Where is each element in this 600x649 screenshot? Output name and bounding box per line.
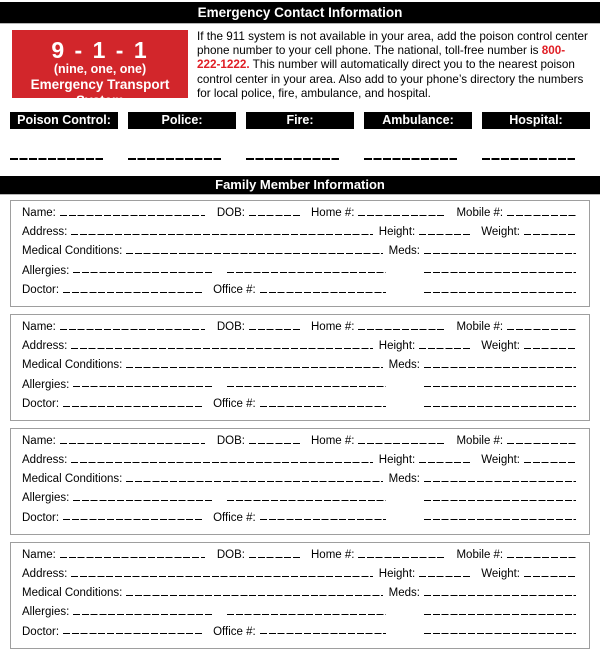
meds-continuation-line-2	[424, 624, 576, 635]
meds-continuation-line-2	[424, 396, 576, 407]
name-blank-line	[60, 433, 205, 444]
member-row-medical	[22, 585, 576, 604]
weight-blank-line	[524, 452, 576, 463]
meds-label: Meds:	[388, 473, 420, 486]
meds-blank-line	[424, 585, 576, 596]
allergies-blank-line	[73, 263, 213, 274]
name-label: Name:	[22, 434, 56, 447]
member-row-medical	[22, 357, 576, 376]
height-blank-line	[419, 452, 471, 463]
weight-label: Weight:	[481, 454, 520, 467]
home-phone-blank-line	[358, 547, 444, 558]
allergies-label: Allergies:	[22, 378, 70, 391]
member-row-address	[22, 338, 576, 357]
911-subtitle: Emergency Transport System	[30, 77, 170, 108]
dob-blank-line	[249, 319, 301, 330]
ambulance-label: Ambulance:	[364, 112, 472, 129]
911-pronunciation: (nine, one, one)	[53, 62, 147, 76]
meds-blank-line	[424, 471, 576, 482]
poison-control-paragraph	[197, 30, 588, 101]
allergies-label: Allergies:	[22, 264, 70, 277]
mobile-phone-label: Mobile #:	[456, 434, 504, 447]
office-phone-blank-line	[260, 510, 386, 521]
office-phone-label: Office #:	[213, 283, 256, 296]
member-row-allergies	[22, 263, 576, 282]
address-label: Address:	[22, 226, 68, 239]
name-blank-line	[60, 319, 205, 330]
meds-label: Meds:	[388, 245, 420, 258]
member-row-address	[22, 224, 576, 243]
police-blank-line	[128, 158, 221, 160]
member-row-doctor	[22, 282, 576, 301]
medical-conditions-label: Medical Conditions:	[22, 587, 123, 600]
member-row-address	[22, 566, 576, 585]
family-members	[10, 200, 590, 649]
member-row-address	[22, 452, 576, 471]
home-phone-label: Home #:	[311, 207, 355, 220]
family-member-block	[10, 314, 590, 421]
dob-label: DOB:	[216, 320, 245, 333]
meds-continuation-line-1	[424, 604, 576, 615]
address-label: Address:	[22, 568, 68, 581]
contact-cell-poison-control	[10, 112, 118, 160]
hospital-label: Hospital:	[482, 112, 590, 129]
doctor-label: Doctor:	[22, 625, 60, 638]
height-blank-line	[419, 566, 471, 577]
mobile-phone-label: Mobile #:	[456, 207, 504, 220]
family-member-block	[10, 428, 590, 535]
allergies-blank-line	[73, 377, 213, 388]
weight-blank-line	[524, 566, 576, 577]
height-label: Height:	[378, 454, 416, 467]
height-label: Height:	[378, 226, 416, 239]
paragraph-text-after: This number will automatically direct you to the nearest poison control center in your area. Also add to your phone’s directory the numbers for local police, fire, ambulance, and hospital.	[197, 58, 584, 100]
height-blank-line	[419, 224, 471, 235]
mobile-phone-blank-line	[507, 433, 576, 444]
dob-blank-line	[249, 547, 301, 558]
office-phone-blank-line	[260, 624, 386, 635]
address-label: Address:	[22, 454, 68, 467]
meds-blank-line	[424, 243, 576, 254]
address-blank-line	[71, 224, 372, 235]
medical-conditions-blank-line	[126, 471, 382, 482]
mobile-phone-blank-line	[507, 547, 576, 558]
meds-blank-line	[424, 357, 576, 368]
weight-label: Weight:	[481, 340, 520, 353]
doctor-blank-line	[63, 396, 203, 407]
meds-continuation-line-2	[424, 510, 576, 521]
poison-control-label: Poison Control:	[10, 112, 118, 129]
contact-cell-hospital	[482, 112, 590, 160]
allergies-label: Allergies:	[22, 492, 70, 505]
member-row-doctor	[22, 510, 576, 529]
dob-label: DOB:	[216, 207, 245, 220]
name-blank-line	[60, 547, 205, 558]
mobile-phone-label: Mobile #:	[456, 548, 504, 561]
name-label: Name:	[22, 320, 56, 333]
911-callout-box	[12, 30, 188, 108]
family-member-block	[10, 542, 590, 649]
office-phone-blank-line	[260, 282, 386, 293]
weight-label: Weight:	[481, 226, 520, 239]
height-blank-line	[419, 338, 471, 349]
home-phone-blank-line	[358, 205, 444, 216]
dob-blank-line	[249, 205, 301, 216]
member-row-medical	[22, 471, 576, 490]
doctor-blank-line	[63, 510, 203, 521]
medical-conditions-label: Medical Conditions:	[22, 473, 123, 486]
fire-blank-line	[246, 158, 339, 160]
height-label: Height:	[378, 340, 416, 353]
doctor-label: Doctor:	[22, 397, 60, 410]
fire-label: Fire:	[246, 112, 354, 129]
member-row-allergies	[22, 604, 576, 623]
meds-continuation-line-1	[424, 263, 576, 274]
height-label: Height:	[378, 568, 416, 581]
weight-blank-line	[524, 338, 576, 349]
office-phone-label: Office #:	[213, 511, 256, 524]
address-label: Address:	[22, 340, 68, 353]
contact-cell-ambulance	[364, 112, 472, 160]
meds-label: Meds:	[388, 587, 420, 600]
name-label: Name:	[22, 207, 56, 220]
member-row-name	[22, 205, 576, 224]
meds-continuation-line-1	[424, 490, 576, 501]
intro-section	[12, 30, 588, 108]
member-row-allergies	[22, 377, 576, 396]
meds-label: Meds:	[388, 359, 420, 372]
member-row-doctor	[22, 396, 576, 415]
member-row-name	[22, 547, 576, 566]
weight-blank-line	[524, 224, 576, 235]
mobile-phone-label: Mobile #:	[456, 320, 504, 333]
member-row-allergies	[22, 490, 576, 509]
poison-control-phone-number: 800-222-1222.	[197, 44, 566, 72]
dob-label: DOB:	[216, 548, 245, 561]
office-phone-blank-line	[260, 396, 386, 407]
allergies-blank-line	[73, 604, 213, 615]
doctor-blank-line	[63, 624, 203, 635]
family-member-header: Family Member Information	[0, 176, 600, 195]
office-phone-label: Office #:	[213, 625, 256, 638]
dob-label: DOB:	[216, 434, 245, 447]
name-label: Name:	[22, 548, 56, 561]
poison-control-blank-line	[10, 158, 103, 160]
member-row-medical	[22, 243, 576, 262]
contact-cell-fire	[246, 112, 354, 160]
allergies-continuation-line	[227, 263, 386, 274]
member-row-name	[22, 433, 576, 452]
allergies-continuation-line	[227, 604, 386, 615]
doctor-blank-line	[63, 282, 203, 293]
address-blank-line	[71, 452, 372, 463]
allergies-continuation-line	[227, 377, 386, 388]
medical-conditions-blank-line	[126, 243, 382, 254]
emergency-contact-header: Emergency Contact Information	[0, 2, 600, 24]
mobile-phone-blank-line	[507, 319, 576, 330]
meds-continuation-line-1	[424, 377, 576, 388]
address-blank-line	[71, 566, 372, 577]
home-phone-label: Home #:	[311, 434, 355, 447]
name-blank-line	[60, 205, 205, 216]
paragraph-text-before: If the 911 system is not available in your area, add the poison control center phone number to your cell phone. The national, toll-free number is	[197, 30, 588, 58]
home-phone-label: Home #:	[311, 320, 355, 333]
member-row-name	[22, 319, 576, 338]
police-label: Police:	[128, 112, 236, 129]
local-contacts-row	[10, 112, 590, 160]
allergies-continuation-line	[227, 490, 386, 501]
family-member-block	[10, 200, 590, 307]
ambulance-blank-line	[364, 158, 457, 160]
911-number: 9 - 1 - 1	[51, 37, 149, 63]
dob-blank-line	[249, 433, 301, 444]
medical-conditions-blank-line	[126, 585, 382, 596]
contact-cell-police	[128, 112, 236, 160]
member-row-doctor	[22, 624, 576, 643]
medical-conditions-label: Medical Conditions:	[22, 245, 123, 258]
medical-conditions-label: Medical Conditions:	[22, 359, 123, 372]
home-phone-label: Home #:	[311, 548, 355, 561]
doctor-label: Doctor:	[22, 283, 60, 296]
mobile-phone-blank-line	[507, 205, 576, 216]
weight-label: Weight:	[481, 568, 520, 581]
home-phone-blank-line	[358, 319, 444, 330]
meds-continuation-line-2	[424, 282, 576, 293]
allergies-blank-line	[73, 490, 213, 501]
hospital-blank-line	[482, 158, 575, 160]
medical-conditions-blank-line	[126, 357, 382, 368]
address-blank-line	[71, 338, 372, 349]
home-phone-blank-line	[358, 433, 444, 444]
allergies-label: Allergies:	[22, 606, 70, 619]
office-phone-label: Office #:	[213, 397, 256, 410]
doctor-label: Doctor:	[22, 511, 60, 524]
